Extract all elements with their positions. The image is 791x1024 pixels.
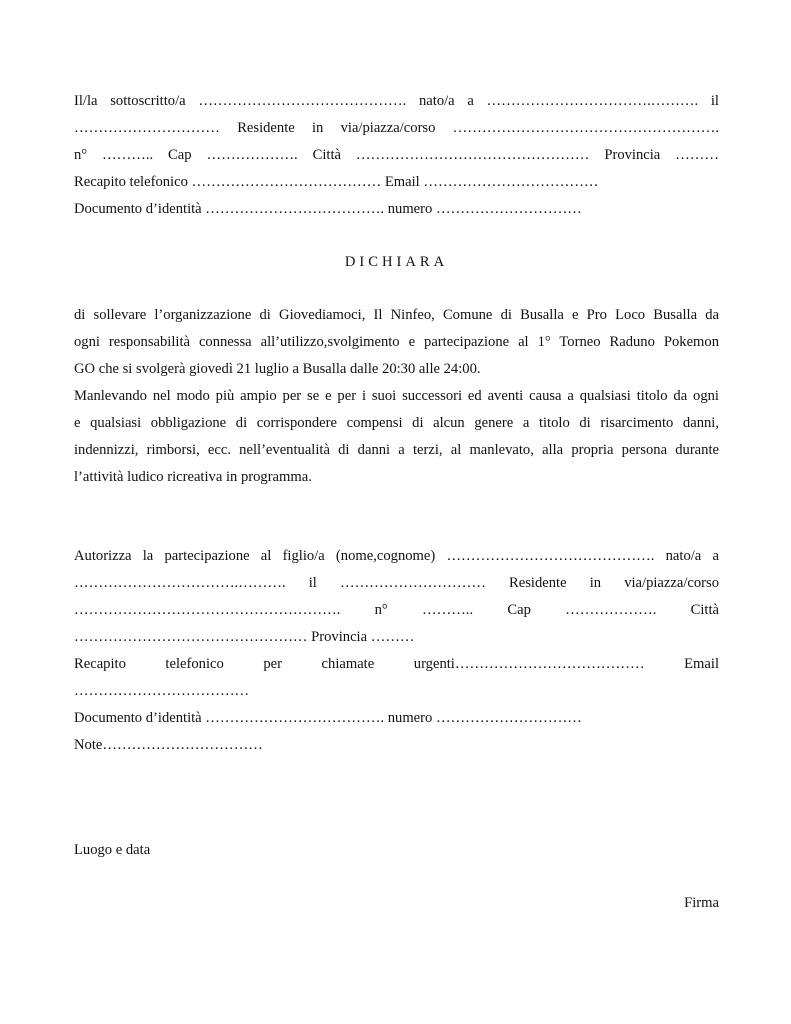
minor-email-line: ……………………………… [74, 683, 250, 699]
residence-line: ………………………… Residente in via/piazza/corso ………………………………………………. [74, 120, 719, 136]
minor-name-line: Autorizza la partecipazione al figlio/a (nome,cognome) ……………………………………. nato/a a [74, 548, 719, 564]
declaration-line: GO che si svolgerà giovedì 21 luglio a Busalla dalle 20:30 alle 24:00. [74, 361, 481, 377]
address-line: n° ……….. Cap ………………. Città ………………………………………… Provincia ……… [74, 147, 719, 163]
place-date-label: Luogo e data [74, 842, 151, 858]
notes-line: Note…………………………… [74, 737, 263, 753]
declaration-line: indennizzi, rimborsi, ecc. nell’eventualità di danni a terzi, al manlevato, alla propria persona durante [74, 442, 719, 458]
minor-phone-line: Recapito telefonico per chiamate urgenti………………………………… Email [74, 656, 719, 672]
minor-residence-line: …………………………….………. il ………………………… Residente in via/piazza/corso [74, 575, 719, 591]
contact-line: Recapito telefonico ………………………………… Email ……………………………… [74, 174, 599, 190]
declaration-line: l’attività ludico ricreativa in programma. [74, 469, 312, 485]
declaration-text [74, 302, 719, 491]
declaration-form [74, 88, 719, 917]
spacer [74, 759, 719, 837]
personal-data-section [74, 88, 719, 223]
minor-id-document-line: Documento d’identità ………………………………. numero ………………………… [74, 710, 582, 726]
minor-address-line: ………………………………………………. n° ……….. Cap ………………. Città [74, 602, 719, 618]
declaration-line: e qualsiasi obbligazione di corrispondere compensi di alcun genere a titolo di risarcimento danni, [74, 415, 719, 431]
id-document-line: Documento d’identità ………………………………. numero ………………………… [74, 201, 582, 217]
minor-province-line: ………………………………………… Provincia ……… [74, 629, 415, 645]
declaration-line: Manlevando nel modo più ampio per se e per i suoi successori ed aventi causa a qualsiasi titolo da ogni [74, 388, 719, 404]
signature-label: Firma [684, 895, 719, 911]
declaration-line: di sollevare l’organizzazione di Giovediamoci, Il Ninfeo, Comune di Busalla e Pro Loco Busalla da [74, 307, 719, 323]
section-title: DICHIARA [344, 254, 449, 270]
declaration-line: ogni responsabilità connessa all’utilizzo,svolgimento e partecipazione al 1° Torneo Raduno Pokemon [74, 334, 719, 350]
minor-authorization-section [74, 543, 719, 759]
name-birth-line: Il/la sottoscritto/a ……………………………………. nato/a a …………………………….………. il [74, 93, 719, 109]
spacer [74, 491, 719, 543]
